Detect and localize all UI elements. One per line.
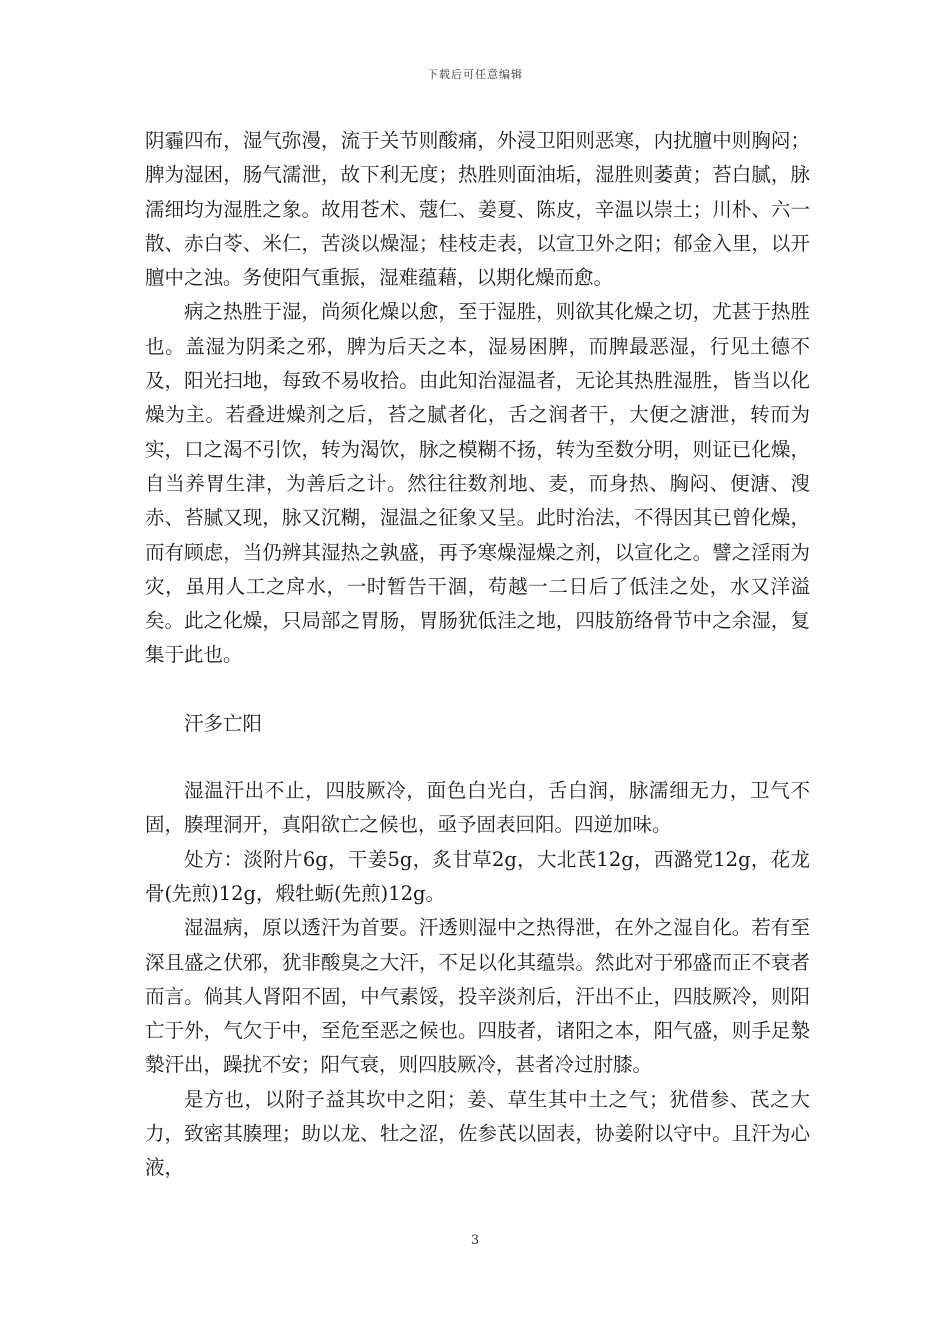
prescription-paragraph: 处方：淡附片6g，干姜5g，炙甘草2g，大北芪12g，西潞党12g，花龙骨(先煎)12g，煅牡蛎(先煎)12g。 [145,847,810,905]
page-header: 下载后可任意编辑 [427,68,523,81]
paragraph: 是方也，以附子益其坎中之阳；姜、草生其中土之气；犹借参、芪之大力，致密其腠理；助以龙、牡之涩，佐参芪以固表，协姜附以守中。且汗为心液， [145,1087,810,1180]
paragraph: 阴霾四布，湿气弥漫，流于关节则酸痛，外浸卫阳则恶寒，内扰膻中则胸闷；脾为湿困，肠气濡泄，故下利无度；热胜则面油垢，湿胜则萎黄；苔白腻，脉濡细均为湿胜之象。故用苍术、蔻仁、姜夏、陈皮，辛温以崇土；川朴、六一散、赤白苓、米仁，苦淡以燥湿；桂枝走表，以宣卫外之阳；郁金入里，以开膻中之浊。务使阳气重振，湿难蕴藉，以期化燥而愈。 [145,129,810,290]
document-body [145,124,810,1186]
spacer [145,741,810,774]
paragraph: 病之热胜于湿，尚须化燥以愈，至于湿胜，则欲其化燥之切，尤甚于热胜也。盖湿为阴柔之邪，脾为后天之本，湿易困脾，而脾最恶湿，行见土德不及，阳光扫地，每致不易收拾。由此知治湿温者，无论其热胜湿胜，皆当以化燥为主。若叠进燥剂之后，苔之腻者化，舌之润者干，大便之溏泄，转而为实，口之渴不引饮，转为渴饮，脉之模糊不扬，转为至数分明，则证已化燥，自当养胃生津，为善后之计。然往往数剂地、麦，而身热、胸闷、便溏、溲赤、苔腻又现，脉又沉糊，湿温之征象又呈。此时治法，不得因其已曾化燥，而有顾虑，当仍辨其湿热之孰盛，再予寒燥湿燥之剂，以宣化之。譬之淫雨为灾，虽用人工之戽水，一时暂告干涸，苟越一二日后了低洼之处，水又洋溢矣。此之化燥，只局部之胃肠，胃肠犹低洼之地，四肢筋络骨节中之余湿，复集于此也。 [145,300,810,667]
spacer [145,673,810,707]
page-number: 3 [470,1233,480,1248]
paragraph: 湿温汗出不止，四肢厥冷，面色白光白，舌白润，脉濡细无力，卫气不固，腠理洞开，真阳欲亡之候也，亟予固表回阳。四逆加味。 [145,779,810,837]
section-title: 汗多亡阳 [184,711,263,735]
paragraph: 湿温病，原以透汗为首要。汗透则湿中之热得泄，在外之湿自化。若有至深且盛之伏邪，犹非酸臭之大汗，不足以化其蕴祟。然此对于邪盛而正不衰者而言。倘其人肾阳不固，中气素馁，投辛淡剂后，汗出不止，四肢厥冷，则阳亡于外，气欠于中，至危至恶之候也。四肢者，诸阳之本，阳气盛，则手足漐漐汗出，躁扰不安；阳气衰，则四肢厥冷，甚者冷过肘膝。 [145,916,810,1077]
